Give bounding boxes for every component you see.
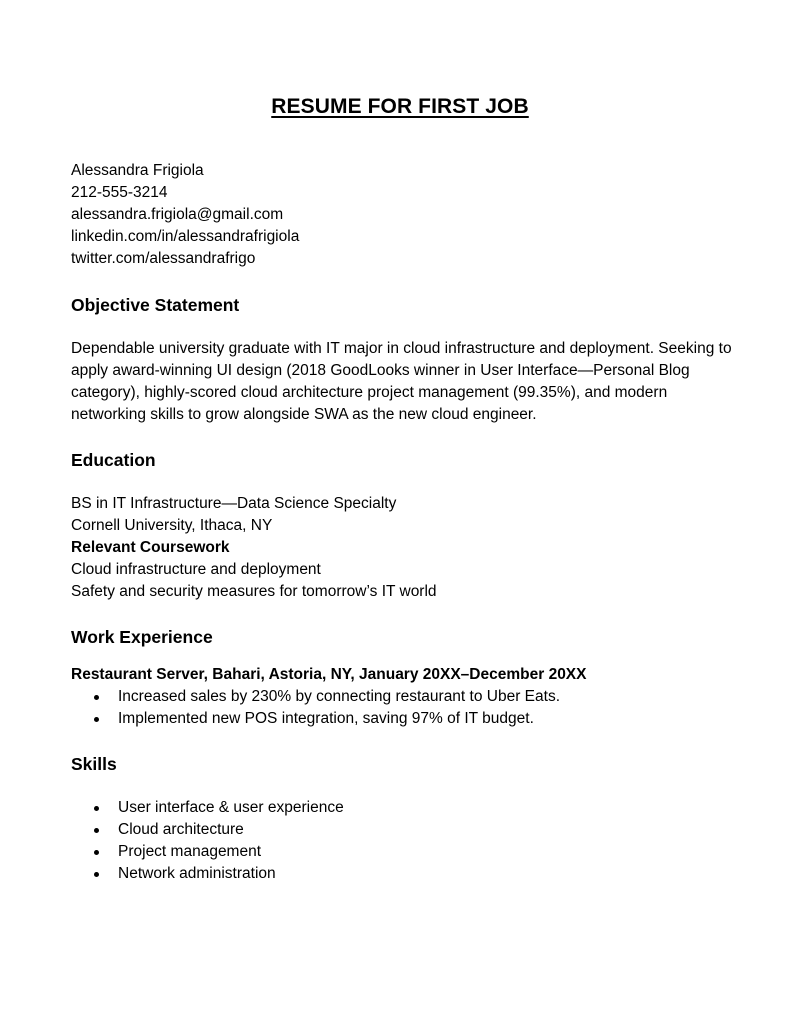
education-degree: BS in IT Infrastructure—Data Science Specialty (71, 495, 397, 512)
work-bullet: Implemented new POS integration, saving 97% of IT budget. (71, 708, 736, 730)
work-bullet: Increased sales by 230% by connecting restaurant to Uber Eats. (71, 686, 736, 708)
course-item: Safety and security measures for tomorrow’s IT world (71, 583, 437, 600)
objective-heading: Objective Statement (71, 295, 240, 315)
coursework-heading: Relevant Coursework (71, 539, 230, 556)
skills-list (71, 797, 736, 885)
job-title: Restaurant Server, Bahari, Astoria, NY, January 20XX–December 20XX (71, 666, 587, 683)
contact-block (71, 160, 736, 270)
contact-linkedin: linkedin.com/in/alessandrafrigiola (71, 228, 300, 245)
contact-phone: 212-555-3214 (71, 184, 168, 201)
skill-item: Network administration (71, 863, 736, 885)
education-school: Cornell University, Ithaca, NY (71, 517, 273, 534)
objective-text: Dependable university graduate with IT major in cloud infrastructure and deployment. Seeking to apply award-winning UI design (2018 GoodLooks winner in User Interface—Personal Blog category), highly-scored cloud architecture project management (99.35%), and modern networking skills to grow alongside SWA as the new cloud engineer. (71, 340, 732, 423)
contact-name: Alessandra Frigiola (71, 162, 204, 179)
skill-item: Cloud architecture (71, 819, 736, 841)
contact-email: alessandra.frigiola@gmail.com (71, 206, 284, 223)
work-bullet-list (71, 686, 736, 730)
course-item: Cloud infrastructure and deployment (71, 561, 321, 578)
resume-content (71, 160, 736, 885)
work-heading: Work Experience (71, 627, 213, 647)
contact-twitter: twitter.com/alessandrafrigo (71, 250, 256, 267)
skill-item: User interface & user experience (71, 797, 736, 819)
education-heading: Education (71, 450, 156, 470)
skills-heading: Skills (71, 754, 117, 774)
page-title: RESUME FOR FIRST JOB (271, 95, 529, 118)
skill-item: Project management (71, 841, 736, 863)
